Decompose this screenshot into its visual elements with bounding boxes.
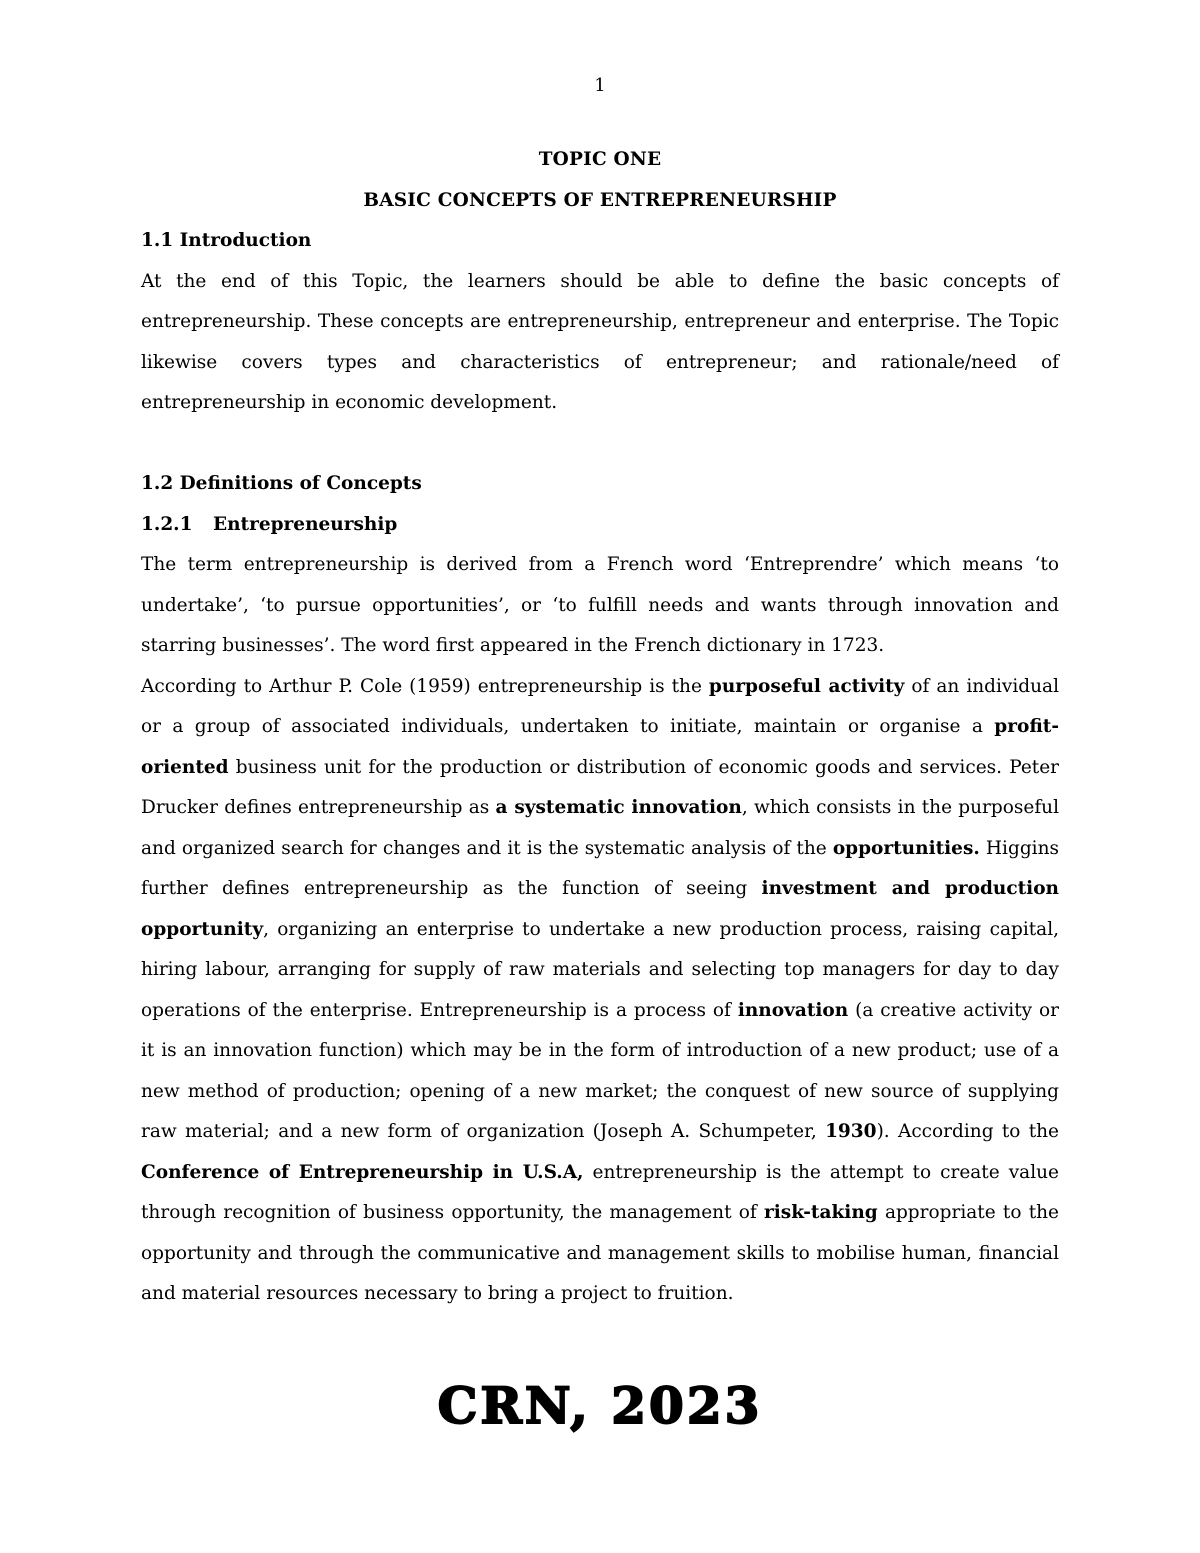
paragraph-text-run: , organizing an enterprise to undertake a new production process, raising capital, hiring labour, arranging for supply of raw materials and selecting top managers for day to day operations of the enterprise. Entrepreneurship is a process of [141,918,1059,1021]
paragraph-text-run: (a creative activity or it is an innovation function) which may be in the form of introduction of a new product; use of a new method of production; opening of a new market; the conquest of new source of supplying raw material; and a new form of organization (Joseph A. Schumpeter, [141,999,1059,1142]
paragraph-text-run: appropriate to the opportunity and through the communicative and management skills to mobilise human, financial and material resources necessary to bring a project to fruition. [141,1202,1059,1304]
emphasized-term: a systematic innovation [495,797,742,818]
definitions-paragraph [141,667,1059,1315]
paragraph-spacer [141,424,1059,465]
etymology-paragraph: The term entrepreneurship is derived from a French word ‘Entreprendre’ which means ‘to undertake’, ‘to pursue opportunities’, or ‘to fulfill needs and wants through innovation and starring businesses’. The word first appeared in the French dictionary in 1723. [141,554,1059,656]
topic-subtitle: BASIC CONCEPTS OF ENTREPRENEURSHIP [363,189,837,211]
paragraph-text-run: According to Arthur P. Cole (1959) entrepreneurship is the [141,675,709,697]
emphasized-term: investment and production opportunity [141,878,1059,940]
subsection-number: 1.2.1 [141,513,193,535]
emphasized-term: risk-taking [764,1202,878,1223]
subsection-heading-entrepreneurship [141,505,1059,546]
introduction-paragraph: At the end of this Topic, the learners should be able to define the basic concepts of entrepreneurship. These concepts are entrepreneurship, entrepreneur and enterprise. The Topic likewise covers types and characteristics of entrepreneur; and rationale/need of entrepreneurship in economic development. [141,270,1059,413]
emphasized-term: profit-oriented [141,716,1059,778]
emphasized-term: purposeful activity [708,675,905,697]
paragraph-text-run: ). According to the [876,1121,1059,1142]
emphasized-term: 1930 [825,1121,877,1142]
document-body [141,140,1059,1315]
page-number: 1 [594,75,606,96]
paragraph-text-run: , which consists in the purposeful and organized search for changes and it is the systematic analysis of the [141,797,1059,859]
topic-title: TOPIC ONE [538,149,662,170]
section-heading-definitions: 1.2 Definitions of Concepts [141,473,422,494]
subsection-title: Entrepreneurship [213,513,398,535]
emphasized-term: opportunities. [832,837,980,859]
emphasized-term: Conference of Entrepreneurship in U.S.A, [141,1161,584,1183]
paragraph-text-run: entrepreneurship is the attempt to create value through recognition of business opportunity, the management of [141,1161,1059,1223]
emphasized-term: innovation [737,999,849,1021]
paragraph-text-run: Higgins further defines entrepreneurship as the function of seeing [141,837,1059,899]
section-heading-introduction: 1.1 Introduction [141,230,312,251]
paragraph-text-run: business unit for the production or distribution of economic goods and services. Peter Drucker defines entrepreneurship as [141,756,1059,818]
paragraph-text-run: of an individual or a group of associated individuals, undertaken to initiate, maintain or organise a [141,675,1059,737]
footer-watermark: CRN, 2023 [437,1376,763,1435]
